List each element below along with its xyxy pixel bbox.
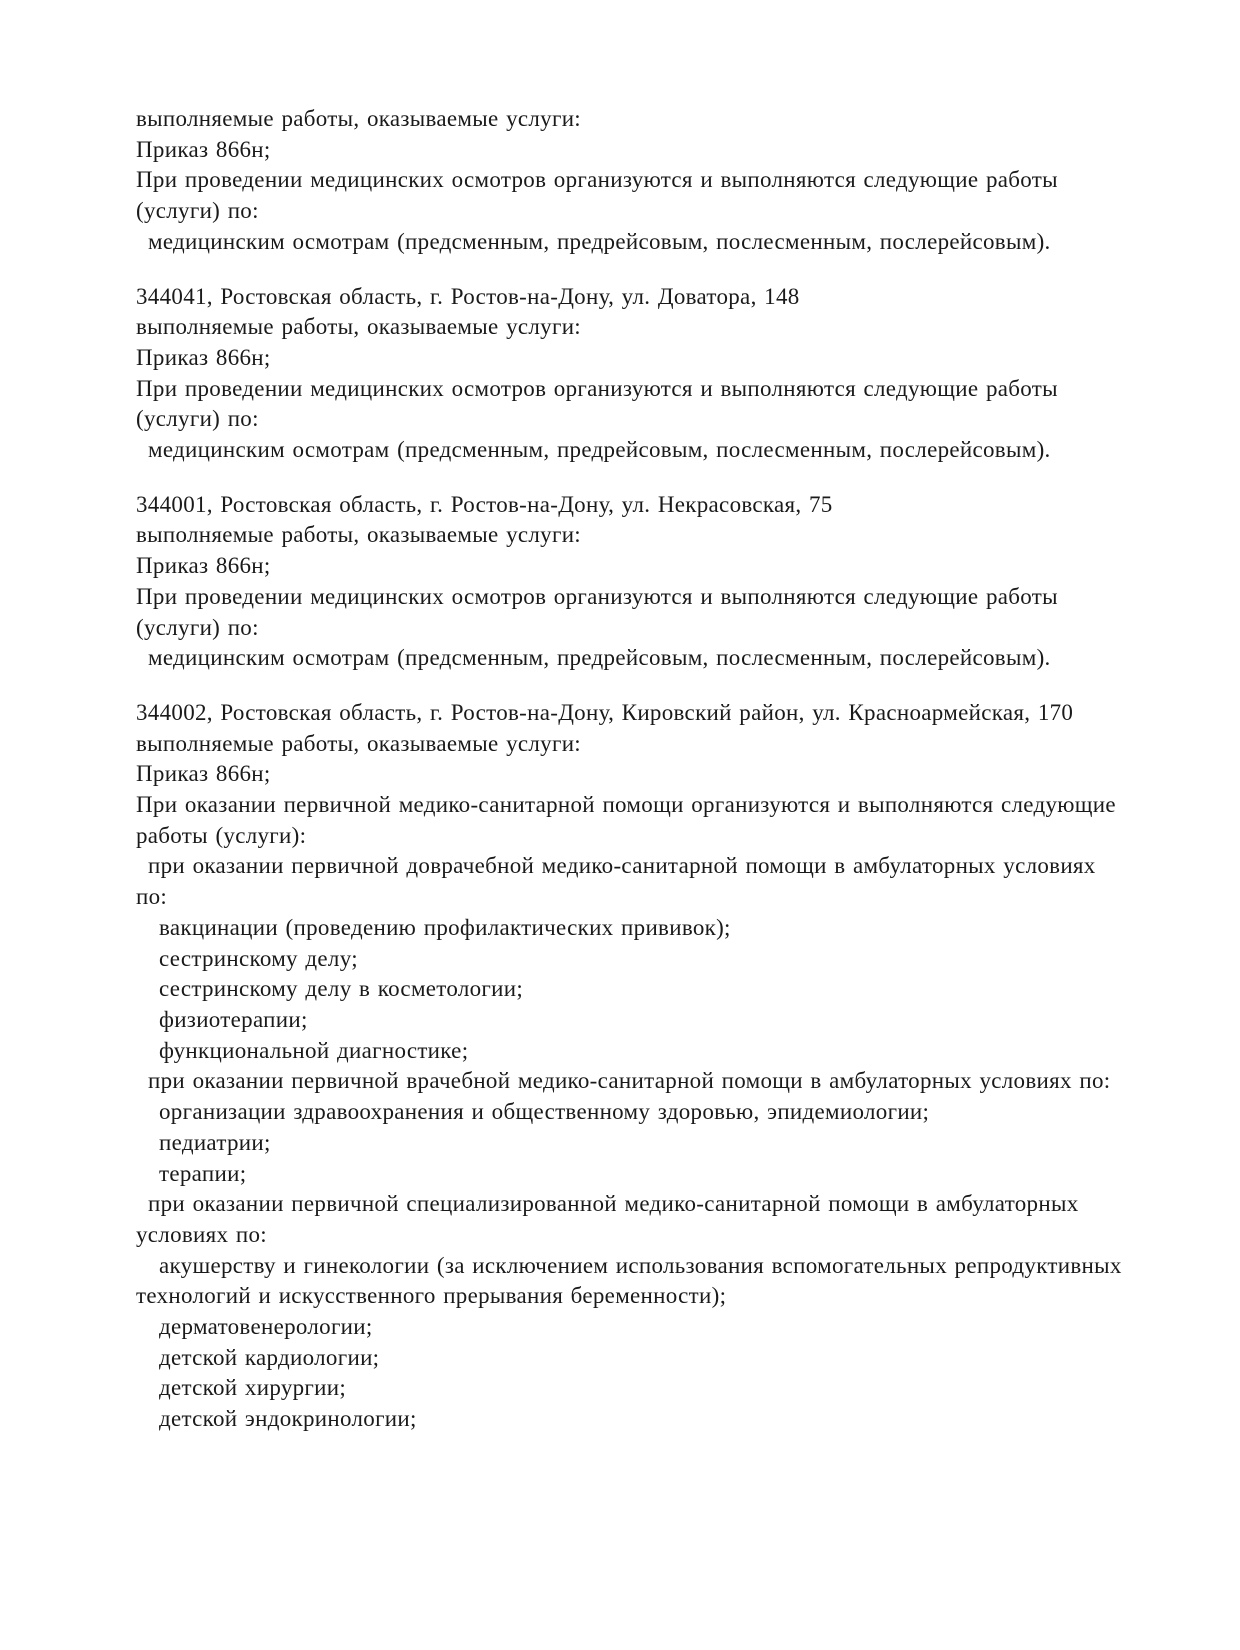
text-line: (услуги) по: [136, 406, 259, 432]
license-works-text [136, 104, 1196, 1435]
text-line: при оказании первичной доврачебной медико-санитарной помощи в амбулаторных условиях [148, 853, 1096, 879]
text-line: (услуги) по: [136, 198, 259, 224]
text-line: выполняемые работы, оказываемые услуги: [136, 522, 582, 548]
text-line: вакцинации (проведению профилактических прививок); [159, 914, 731, 940]
text-line: детской кардиологии; [159, 1344, 380, 1370]
works-block-intro [136, 104, 1196, 258]
text-line: выполняемые работы, оказываемые услуги: [136, 106, 582, 131]
text-line: физиотерапии; [159, 1006, 308, 1032]
text-line: (услуги) по: [136, 614, 259, 640]
text-line: 344001, Ростовская область, г. Ростов-на-Дону, ул. Некрасовская, 75 [136, 491, 833, 517]
text-line: при оказании первичной врачебной медико-санитарной помощи в амбулаторных условиях по: [148, 1068, 1111, 1094]
text-line: медицинским осмотрам (предсменным, предрейсовым, послесменным, послерейсовым). [148, 645, 1051, 671]
text-line: педиатрии; [159, 1129, 271, 1155]
text-line: детской эндокринологии; [159, 1406, 417, 1432]
text-line: При проведении медицинских осмотров организуются и выполняются следующие работы [136, 167, 1058, 193]
text-line: медицинским осмотрам (предсменным, предрейсовым, послесменным, послерейсовым). [148, 437, 1051, 463]
text-line: 344041, Ростовская область, г. Ростов-на-Дону, ул. Доватора, 148 [136, 283, 800, 309]
text-line: условиях по: [136, 1221, 267, 1247]
text-line: акушерству и гинекологии (за исключением использования вспомогательных репродуктивных [159, 1252, 1122, 1278]
text-line: Приказ 866н; [136, 136, 271, 162]
text-line: Приказ 866н; [136, 344, 271, 370]
text-line: Приказ 866н; [136, 761, 271, 787]
text-line: терапии; [159, 1160, 247, 1186]
text-line: при оказании первичной специализированной медико-санитарной помощи в амбулаторных [148, 1191, 1079, 1217]
text-line: выполняемые работы, оказываемые услуги: [136, 730, 582, 756]
text-line: функциональной диагностике; [159, 1037, 469, 1063]
text-line: медицинским осмотрам (предсменным, предрейсовым, послесменным, послерейсовым). [148, 228, 1051, 254]
text-line: технологий и искусственного прерывания беременности); [136, 1283, 727, 1309]
text-line: по: [136, 884, 168, 910]
text-line: сестринскому делу в косметологии; [159, 976, 524, 1002]
text-line: организации здравоохранения и общественному здоровью, эпидемиологии; [159, 1099, 930, 1125]
text-line: работы (услуги): [136, 822, 307, 848]
text-line: Приказ 866н; [136, 553, 271, 579]
text-line: При проведении медицинских осмотров организуются и выполняются следующие работы [136, 583, 1058, 609]
address-block-nekrasovskaya-75 [136, 490, 1196, 674]
address-block-dovatora-148 [136, 282, 1196, 466]
text-line: сестринскому делу; [159, 945, 358, 971]
text-line: 344002, Ростовская область, г. Ростов-на-Дону, Кировский район, ул. Красноармейская, 170 [136, 699, 1074, 725]
text-line: При оказании первичной медико-санитарной помощи организуются и выполняются следующие [136, 792, 1116, 818]
text-line: При проведении медицинских осмотров организуются и выполняются следующие работы [136, 375, 1058, 401]
text-line: выполняемые работы, оказываемые услуги: [136, 314, 582, 340]
text-line: детской хирургии; [159, 1375, 347, 1401]
text-line: дерматовенерологии; [159, 1314, 373, 1340]
address-block-krasnoarmeyskaya-170 [136, 698, 1196, 1435]
